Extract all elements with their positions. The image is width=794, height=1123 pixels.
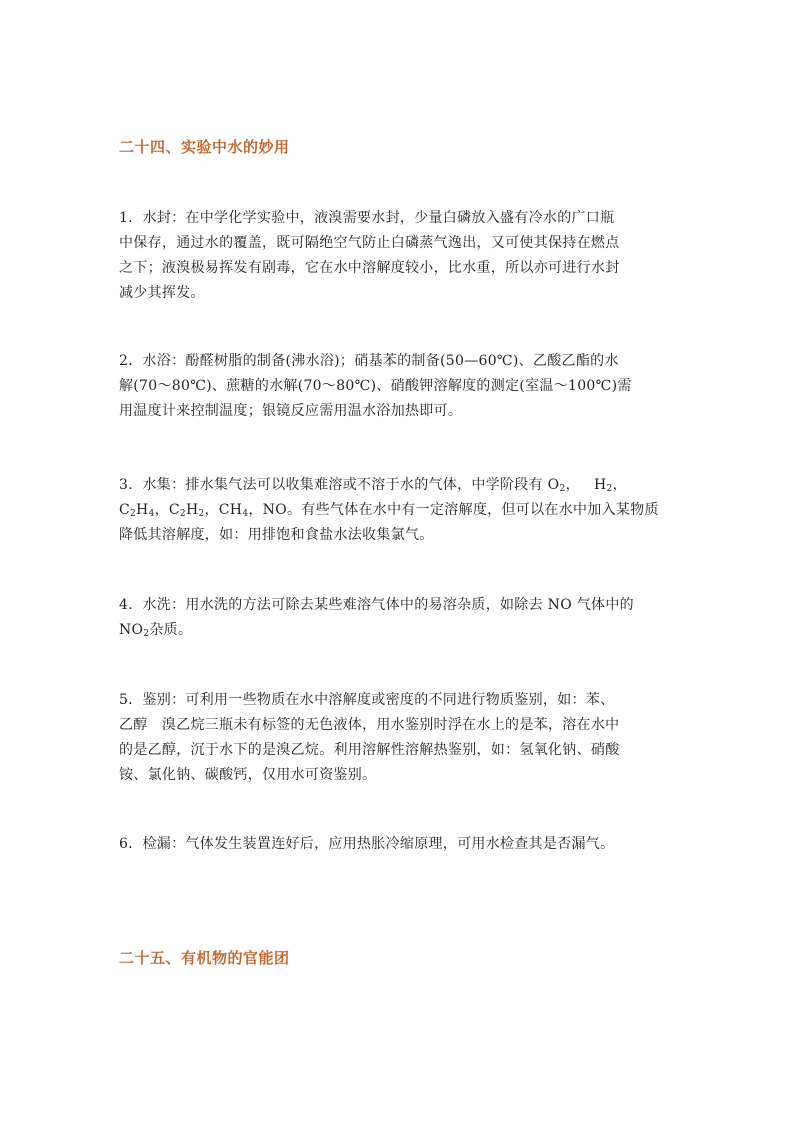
paragraph-leak-check (119, 832, 679, 857)
subscript: 2 (198, 509, 205, 519)
text-line: 乙醇 溴乙烷三瓶未有标签的无色液体，用水鉴别时浮在水上的是苯，溶在水中 (119, 717, 620, 733)
text-line: 降低其溶解度，如：用排饱和食盐水法收集氯气。 (119, 527, 434, 543)
text-line (119, 498, 679, 523)
text-run: NO (119, 622, 144, 638)
paragraph-water-collection (119, 473, 679, 548)
text-line: 中保存，通过水的覆盖，既可隔绝空气防止白磷蒸气逸出，又可使其保持在燃点 (119, 235, 620, 251)
text-line: 1．水封：在中学化学实验中，液溴需要水封，少量白磷放入盛有冷水的广口瓶 (119, 210, 615, 226)
text-run: ，NO。有些气体在水中有一定溶解度，但可以在水中加入某物质 (248, 502, 659, 518)
subscript: 2 (559, 484, 566, 494)
text-run: ，CH (204, 502, 243, 518)
text-line: 减少其挥发。 (119, 285, 205, 301)
subscript: 4 (148, 509, 155, 519)
paragraph-water-wash (119, 593, 679, 643)
text-line: 5．鉴别：可利用一些物质在水中溶解度或密度的不同进行物质鉴别，如：苯、 (119, 692, 615, 708)
text-line: 4．水洗：用水洗的方法可除去某些难溶气体中的易溶杂质，如除去 NO 气体中的 (119, 597, 634, 613)
text-run: C (119, 502, 131, 518)
text-run: ，C (154, 502, 180, 518)
text-run: H (136, 502, 149, 518)
subscript: 2 (143, 629, 150, 639)
text-line: 铵、氯化钠、碳酸钙，仅用水可资鉴别。 (119, 767, 377, 783)
text-line: 6．检漏：气体发生装置连好后，应用热胀冷缩原理，可用水检查其是否漏气。 (119, 836, 615, 852)
text-line (119, 473, 679, 498)
text-run: ， H (565, 477, 607, 493)
text-line: 的是乙醇，沉于水下的是溴乙烷。利用溶解性溶解热鉴别，如：氢氧化钠、硝酸 (119, 742, 620, 758)
text-line (119, 618, 679, 643)
section-heading-24: 二十四、实验中水的妙用 (119, 138, 290, 156)
subscript: 4 (242, 509, 249, 519)
subscript: 2 (130, 509, 137, 519)
text-line: 2．水浴：酚醛树脂的制备(沸水浴)；硝基苯的制备(50—60℃)、乙酸乙酯的水 (119, 353, 619, 369)
text-run: H (185, 502, 199, 518)
text-run: 杂质。 (149, 622, 193, 638)
subscript: 2 (179, 509, 186, 519)
paragraph-water-bath (119, 349, 679, 424)
text-line: 用温度计来控制温度；银镜反应需用温水浴加热即可。 (119, 403, 463, 419)
text-line: 之下；液溴极易挥发有剧毒，它在水中溶解度较小，比水重，所以亦可进行水封 (119, 260, 620, 276)
text-run: 3．水集：排水集气法可以收集难溶或不溶于水的气体，中学阶段有 O (119, 477, 560, 493)
subscript: 2 (606, 484, 613, 494)
text-line: 解(70～80℃)、蔗糖的水解(70～80℃)、硝酸钾溶解度的测定(室温～100℃)需 (119, 378, 632, 394)
text-run: ， (612, 477, 627, 493)
paragraph-water-seal (119, 206, 679, 306)
paragraph-identification (119, 688, 679, 788)
section-heading-25: 二十五、有机物的官能团 (119, 949, 290, 967)
